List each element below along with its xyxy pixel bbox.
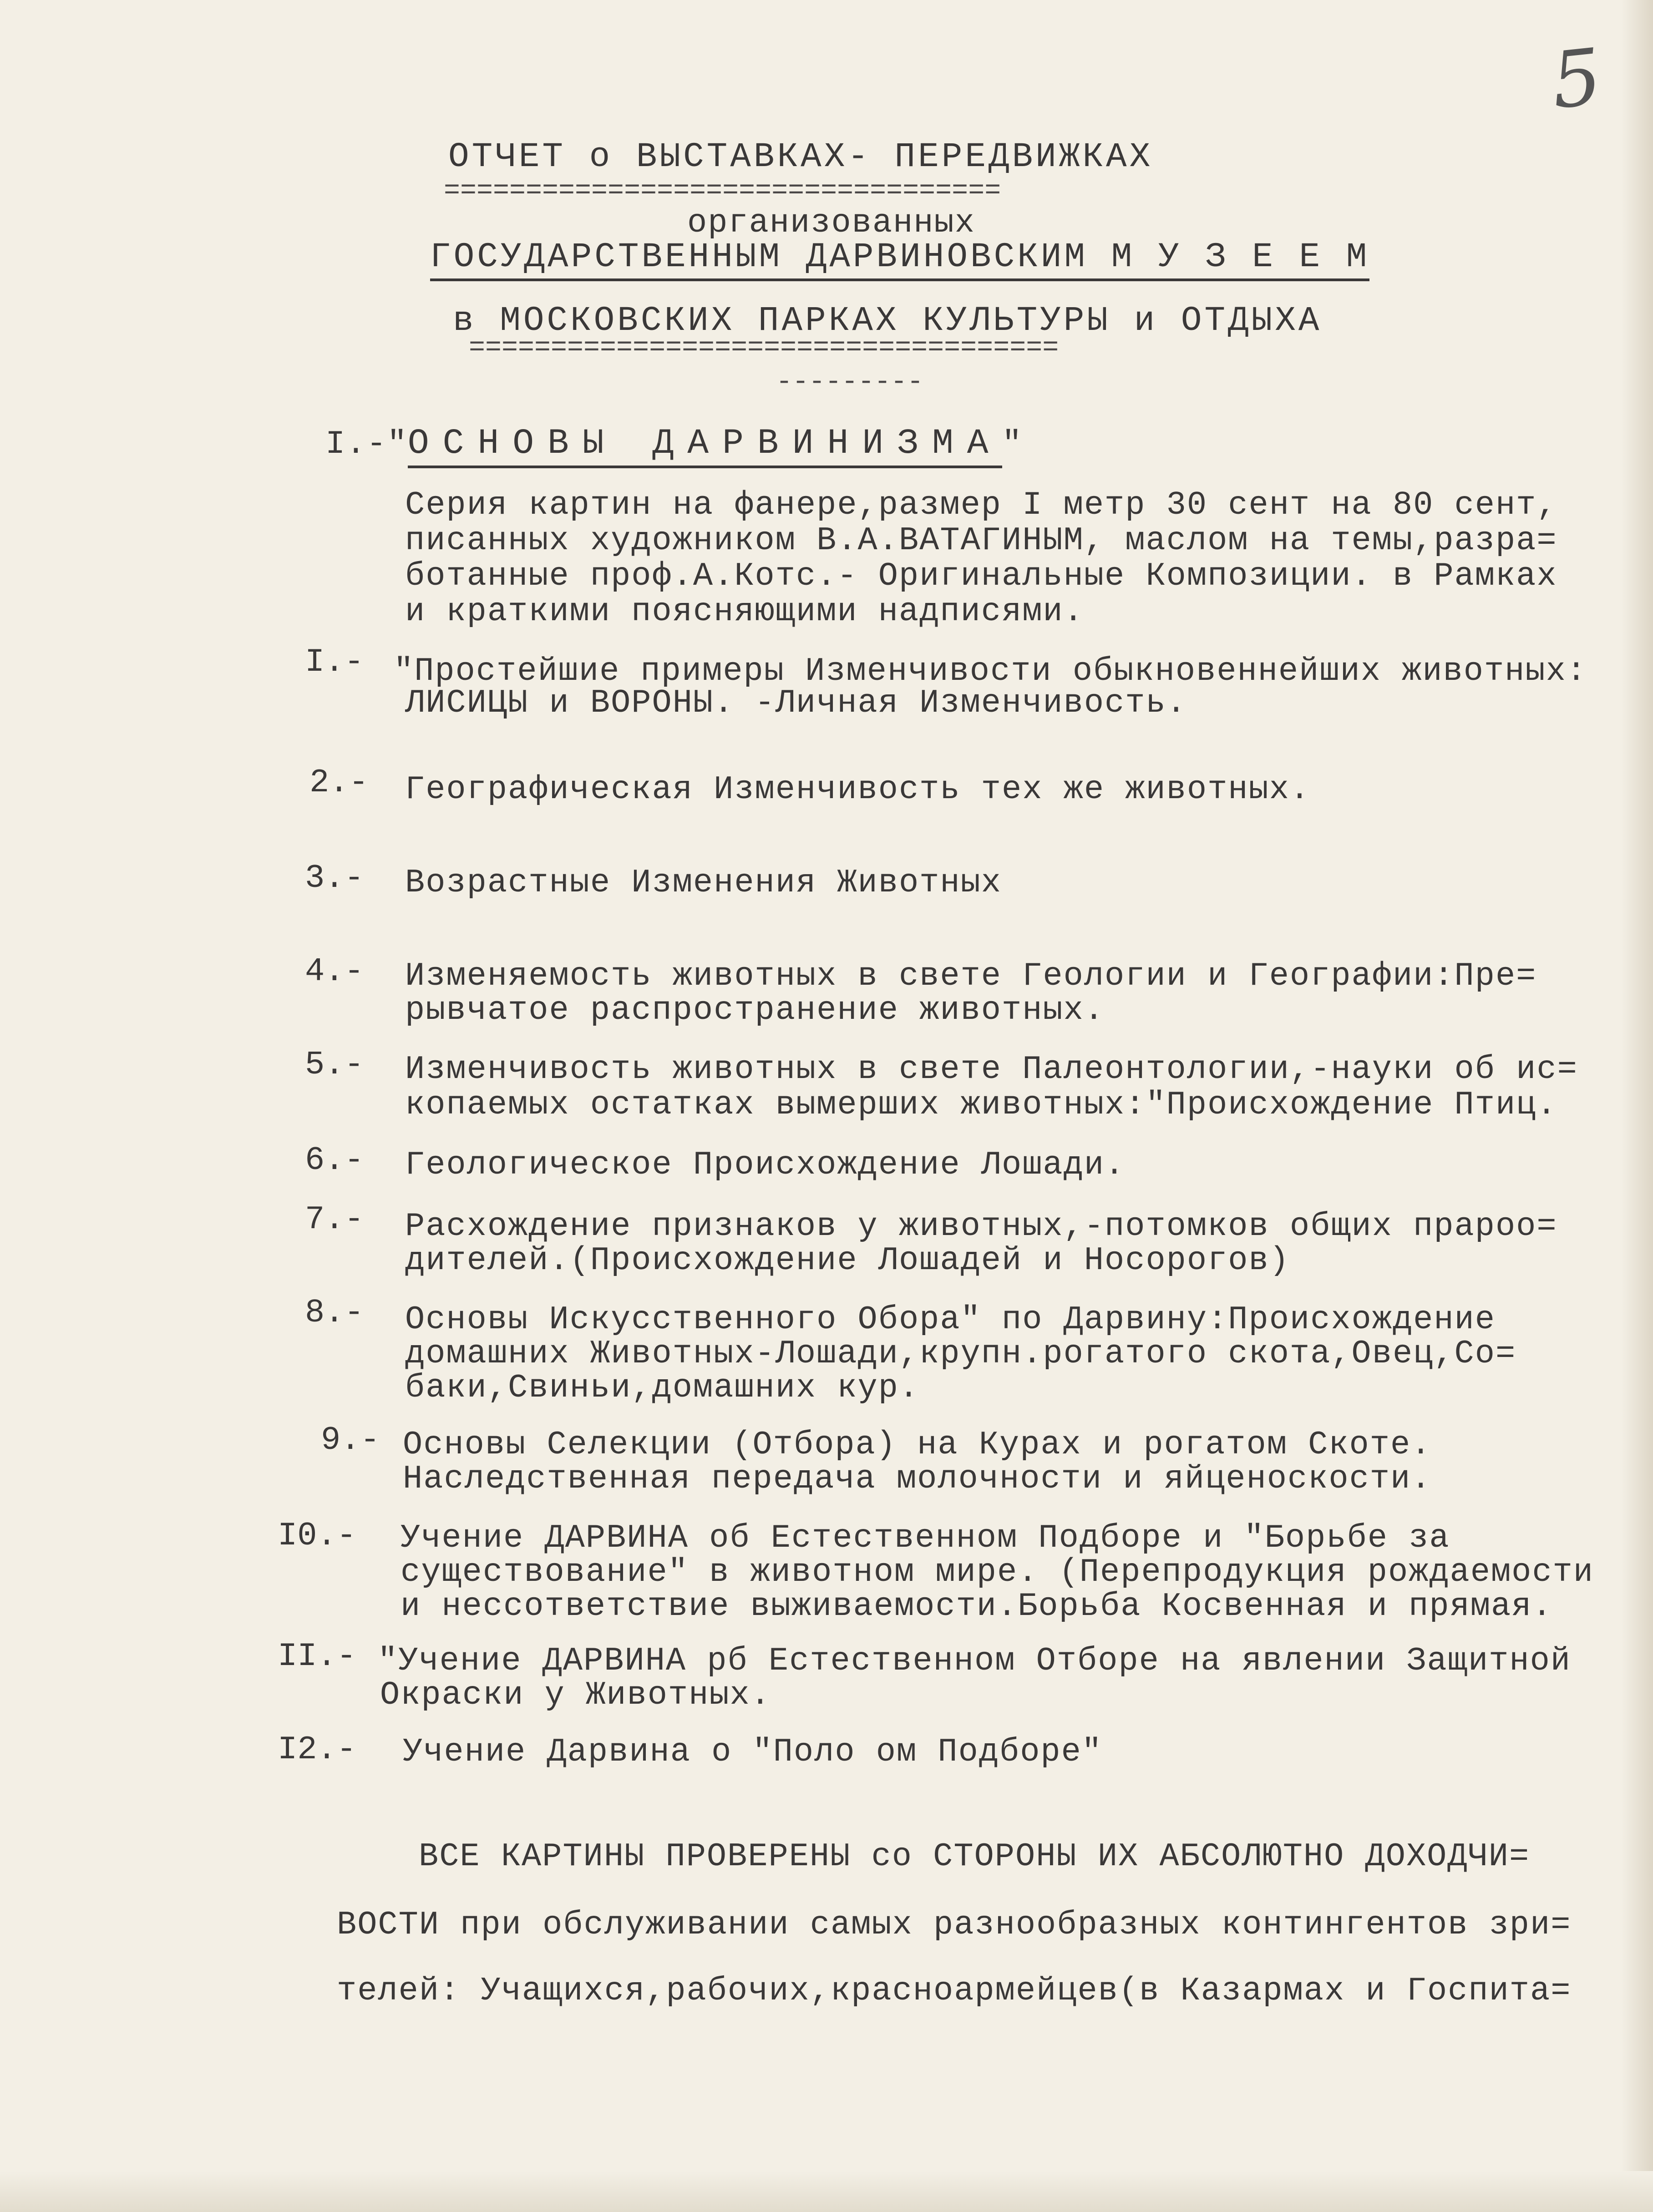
header-subtitle: организованных <box>687 204 975 242</box>
item-line: Наследственная передача молочности и яйценоскости. <box>403 1460 1432 1498</box>
item-line: Основы Селекции (Отбора) на Курах и рогатом Скоте. <box>403 1426 1432 1463</box>
item-number: I0.- <box>278 1517 356 1554</box>
item-line: ЛИСИЦЫ и ВОРОНЫ. -Личная Изменчивость. <box>405 684 1187 722</box>
page-edge-shadow <box>1621 0 1653 2212</box>
item-line: баки,Свиньи,домашних кур. <box>405 1369 920 1407</box>
item-line: Основы Искусственного Обора" по Дарвину:Происхождение <box>405 1301 1496 1338</box>
section-title: ОСНОВЫ ДАРВИНИЗМА <box>408 424 1002 468</box>
item-number: 7.- <box>305 1201 364 1238</box>
item-number: 6.- <box>305 1142 364 1179</box>
item-line: Геологическое Происхождение Лошади. <box>405 1146 1126 1184</box>
intro-line: ботанные проф.А.Котс.- Оригинальные Композиции. в Рамках <box>405 557 1557 595</box>
item-line: Окраски у Животных. <box>380 1676 771 1714</box>
item-line: Изменчивость животных в свете Палеонтологии,-науки об ис= <box>405 1051 1578 1088</box>
item-number: 3.- <box>305 860 364 897</box>
header-rule-1: ================================== <box>444 182 1001 200</box>
item-line: Возрастные Изменения Животных <box>405 864 1002 901</box>
item-line: домашних Животных-Лошади,крупн.рогатого скота,Овец,Со= <box>405 1335 1516 1372</box>
item-number: 8.- <box>305 1294 364 1331</box>
item-line: "Простейшие примеры Изменчивости обыкновеннейших животных: <box>394 653 1587 690</box>
item-number: 9.- <box>321 1422 380 1459</box>
item-line: Расхождение признаков у животных,-потомков общих прароо= <box>405 1208 1557 1245</box>
item-number: 2.- <box>309 764 369 801</box>
item-number: II.- <box>278 1638 356 1675</box>
item-line: рывчатое распространение животных. <box>405 992 1105 1029</box>
intro-line: и краткими поясняющими надписями. <box>405 593 1084 630</box>
item-number: I2.- <box>278 1731 356 1768</box>
item-line: копаемых остатках вымерших животных:"Происхождение Птиц. <box>405 1086 1557 1124</box>
item-number: I.- <box>305 643 364 681</box>
item-line: Географическая Изменчивость тех же животных. <box>405 771 1311 808</box>
item-line: Учение ДАРВИНА об Естественном Подборе и "Борьбе за <box>401 1519 1450 1557</box>
section-close: " <box>1002 425 1023 463</box>
header-location: в МОСКОВСКИХ ПАРКАХ КУЛЬТУРЫ и ОТДЫХА <box>453 301 1322 340</box>
page-number: 5 <box>1547 31 1606 127</box>
item-line: "Учение ДАРВИНА рб Естественном Отборе на явлении Защитной <box>378 1642 1572 1680</box>
header-rule-2: ==================================== <box>469 339 1059 357</box>
header-organization: ГОСУДАРСТВЕННЫМ ДАРВИНОВСКИМ М У З Е Е М <box>430 239 1369 275</box>
closing-line: ВСЕ КАРТИНЫ ПРОВЕРЕНЫ со СТОРОНЫ ИХ АБСОЛЮТНО ДОХОДЧИ= <box>419 1838 1530 1875</box>
closing-line: телей: Учащихся,рабочих,красноармейцев(в Казармах и Госпита= <box>337 1972 1572 2010</box>
item-line: Изменяемость животных в свете Геологии и Географии:Пре= <box>405 957 1537 995</box>
item-line: дителей.(Происхождение Лошадей и Носорогов) <box>405 1242 1290 1279</box>
item-line: и нессответствие выживаемости.Борьба Косвенная и прямая. <box>401 1588 1553 1625</box>
header-title: ОТЧЕТ о ВЫСТАВКАХ- ПЕРЕДВИЖКАХ <box>448 137 1153 177</box>
item-number: 4.- <box>305 953 364 990</box>
item-line: существование" в животном мире. (Перепродукция рождаемости <box>401 1554 1594 1591</box>
intro-line: Серия картин на фанере,размер I метр 30 сент на 80 сент, <box>405 486 1557 524</box>
closing-line: ВОСТИ при обслуживании самых разнообразных контингентов зри= <box>337 1906 1572 1944</box>
intro-line: писанных художником В.А.ВАТАГИНЫМ, маслом на темы,разра= <box>405 522 1557 559</box>
section-number: I.-" <box>325 425 408 463</box>
item-line: Учение Дарвина о "Поло ом Подборе" <box>403 1733 1103 1771</box>
section-heading <box>325 425 1023 462</box>
header-rule-3: --------- <box>776 373 924 391</box>
item-number: 5.- <box>305 1046 364 1083</box>
page-bottom-shadow <box>0 2171 1653 2212</box>
